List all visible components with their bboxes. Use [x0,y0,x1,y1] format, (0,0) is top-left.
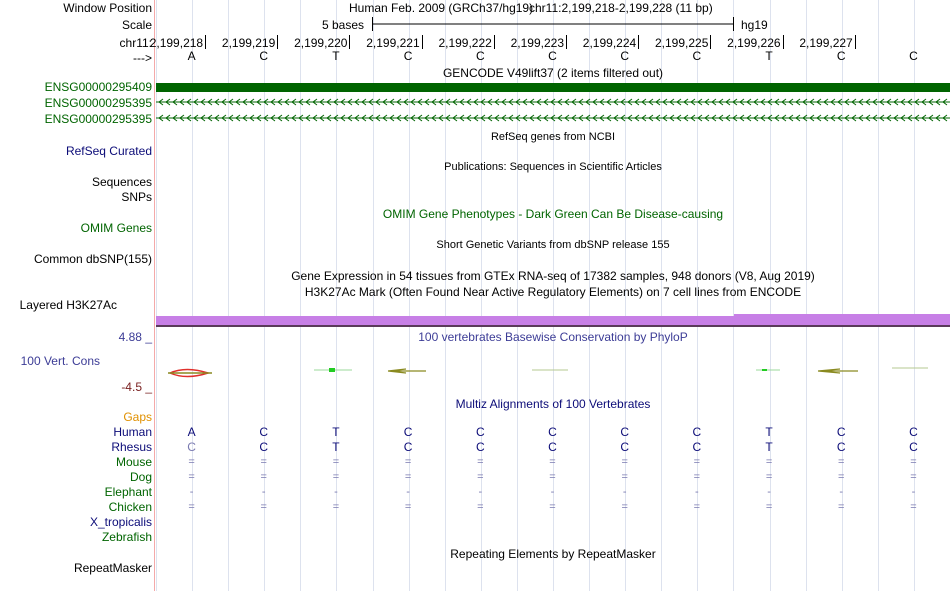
alignment-base: A [187,425,196,439]
alignment-base: = [621,501,628,513]
alignment-base: = [549,456,556,468]
alignment-base: C [403,440,413,454]
alignment-base: C [620,440,629,454]
alignment-base: = [404,501,412,513]
alignment-base: = [765,471,773,483]
alignment-base: = [838,456,845,468]
species-label-elephant[interactable]: Elephant [104,485,152,499]
reference-base: C [620,49,629,63]
scale-label: Scale [121,18,152,32]
species-label-mouse[interactable]: Mouse [115,455,152,469]
alignment-base: - [261,486,266,498]
assembly-title: Human Feb. 2009 (GRCh37/hg19) [349,1,534,15]
coordinate-label: 2,199,225 [654,36,709,50]
gencode-track-title: GENCODE V49lift37 (2 items filtered out) [442,66,664,80]
h3k27ac-track-label[interactable]: Layered H3K27Ac [19,298,117,312]
reference-base: C [475,49,485,63]
reference-base: C [403,49,413,63]
repeatmasker-track-title: Repeating Elements by RepeatMasker [450,547,656,561]
alignment-base: = [621,456,628,468]
gencode-gene-strand-2[interactable] [156,97,950,109]
alignment-base: C [475,440,485,454]
reference-base: C [692,49,702,63]
gencode-gene-strand-3[interactable] [156,113,950,125]
reference-base: C [259,49,269,63]
alignment-base: = [404,471,412,483]
alignment-base: = [188,456,195,468]
alignment-base: C [403,425,413,439]
species-label-zebrafish[interactable]: Zebrafish [101,530,152,544]
alignment-base: T [332,425,340,439]
coordinate-label: 2,199,219 [221,36,276,50]
chrom-label: chr11: [119,36,152,50]
phylop-track-title: 100 vertebrates Basewise Conservation by PhyloP [418,330,688,344]
alignment-base: = [404,456,412,468]
species-label-human[interactable]: Human [113,425,152,439]
alignment-base: = [549,501,556,513]
alignment-base: - [839,486,844,498]
window-position-label: Window Position [63,1,152,15]
coordinate-tick [783,35,784,49]
alignment-base: - [622,486,627,498]
alignment-base: = [260,501,267,513]
alignment-base: C [259,440,269,454]
alignment-base: T [765,425,773,439]
gencode-item-label-2[interactable]: ENSG00000295395 [44,96,152,110]
alignment-base: - [695,486,699,498]
label-column-separator [154,0,155,591]
alignment-base: = [332,456,340,468]
alignment-base: = [693,456,701,468]
coordinate-label: 2,199,224 [582,36,637,50]
species-label-x-tropicalis[interactable]: X_tropicalis [89,515,152,529]
alignment-base: = [260,456,267,468]
coordinate-label: 2,199,222 [438,36,492,50]
alignment-base: C [836,440,846,454]
h3k27ac-signal-left [156,316,734,325]
phylop-min-label: -4.5 _ [121,380,152,394]
sequences-track-label[interactable]: Sequences [91,175,152,189]
alignment-base: T [765,440,773,454]
scale-bar [0,0,950,40]
alignment-base: C [836,425,846,439]
coordinate-tick [494,35,495,49]
phylop-max-label: 4.88 _ [118,330,152,344]
reference-base: C [836,49,846,63]
coordinate-label: 2,199,218 [149,36,204,50]
reference-base: A [187,49,196,63]
omim-track-title: OMIM Gene Phenotypes - Dark Green Can Be Disease-causing [382,207,724,221]
phylop-track-label[interactable]: 100 Vert. Cons [20,354,100,368]
alignment-base: = [910,471,917,483]
dbsnp-track-title: Short Genetic Variants from dbSNP release 155 [436,239,670,251]
alignment-base: - [911,486,916,498]
coordinate-label: 2,199,220 [294,36,348,50]
alignment-base: C [692,440,702,454]
scale-bar-label: 5 bases [322,18,365,32]
scale-db-label: hg19 [741,18,768,32]
refseq-track-label[interactable]: RefSeq Curated [65,144,152,158]
coordinate-label: 2,199,227 [799,36,853,50]
alignment-base: = [765,456,773,468]
alignment-base: C [259,425,269,439]
coordinate-label: 2,199,221 [366,36,420,50]
position-range[interactable]: chr11:2,199,218-2,199,228 (11 bp) [529,1,713,15]
alignment-base: = [910,456,917,468]
alignment-base: = [838,501,845,513]
coordinate-tick [277,35,278,49]
coordinate-tick [205,35,206,49]
alignment-base: = [332,471,340,483]
gaps-track-label[interactable]: Gaps [123,410,152,424]
alignment-base: C [475,425,485,439]
h3k27ac-track-title: H3K27Ac Mark (Often Found Near Active Regulatory Elements) on 7 cell lines from ENCODE [304,285,802,299]
gencode-item-label-3[interactable]: ENSG00000295395 [44,112,152,126]
alignment-base: = [693,501,701,513]
omim-track-label[interactable]: OMIM Genes [80,221,152,235]
multiz-track-title: Multiz Alignments of 100 Vertebrates [455,397,651,411]
gtex-track-title: Gene Expression in 54 tissues from GTEx RNA-seq of 17382 samples, 948 donors (V8, Aug 2019) [291,269,815,283]
strand-arrows [156,115,950,121]
alignment-base: - [406,486,410,498]
refseq-track-title: RefSeq genes from NCBI [490,131,616,143]
alignment-base: C [909,425,918,439]
gencode-gene-bar-1[interactable] [156,83,950,92]
alignment-base: = [260,471,267,483]
alignment-base: = [910,501,917,513]
coordinate-label: 2,199,226 [727,36,781,50]
alignment-base: - [189,486,194,498]
reference-base: T [332,49,340,63]
gencode-item-label-1[interactable]: ENSG00000295409 [44,80,152,94]
alignment-base: C [548,440,557,454]
alignment-base: - [767,486,771,498]
repeatmasker-track-label[interactable]: RepeatMasker [73,561,152,575]
h3k27ac-signal-right [734,314,950,325]
alignment-base: = [477,456,484,468]
reference-base: C [909,49,918,63]
phylop-signal [156,360,950,385]
alignment-base: - [478,486,483,498]
alignment-base: = [332,501,340,513]
coordinate-tick [349,35,350,49]
coordinate-tick [566,35,567,49]
alignment-base: T [332,440,340,454]
coordinate-label: 2,199,223 [510,36,564,50]
species-label-rhesus[interactable]: Rhesus [111,440,152,454]
reference-base: C [548,49,557,63]
alignment-base: C [187,440,196,454]
alignment-base: = [549,471,556,483]
alignment-base: C [548,425,557,439]
species-label-dog[interactable]: Dog [129,470,152,484]
alignment-base: = [188,501,195,513]
coordinate-tick [855,35,856,49]
publications-track-title: Publications: Sequences in Scientific Articles [444,161,662,173]
alignment-base: = [477,501,484,513]
strand-arrows [156,99,950,105]
reference-base: T [765,49,773,63]
strand-label: ---> [133,51,152,65]
dbsnp-track-label[interactable]: Common dbSNP(155) [33,252,152,266]
alignment-base: C [620,425,629,439]
alignment-base: = [765,501,773,513]
species-label-chicken[interactable]: Chicken [108,500,152,514]
alignment-base: = [693,471,701,483]
alignment-base: = [621,471,628,483]
alignment-base: = [188,471,195,483]
coordinate-tick [638,35,639,49]
alignment-base: C [909,440,918,454]
alignment-base: C [692,425,702,439]
alignment-base: - [334,486,338,498]
coordinate-tick [710,35,711,49]
h3k27ac-baseline [156,325,950,327]
alignment-base: = [477,471,484,483]
snps-track-label[interactable]: SNPs [121,190,152,204]
coordinate-tick [422,35,423,49]
alignment-base: = [838,471,845,483]
alignment-base: - [550,486,555,498]
